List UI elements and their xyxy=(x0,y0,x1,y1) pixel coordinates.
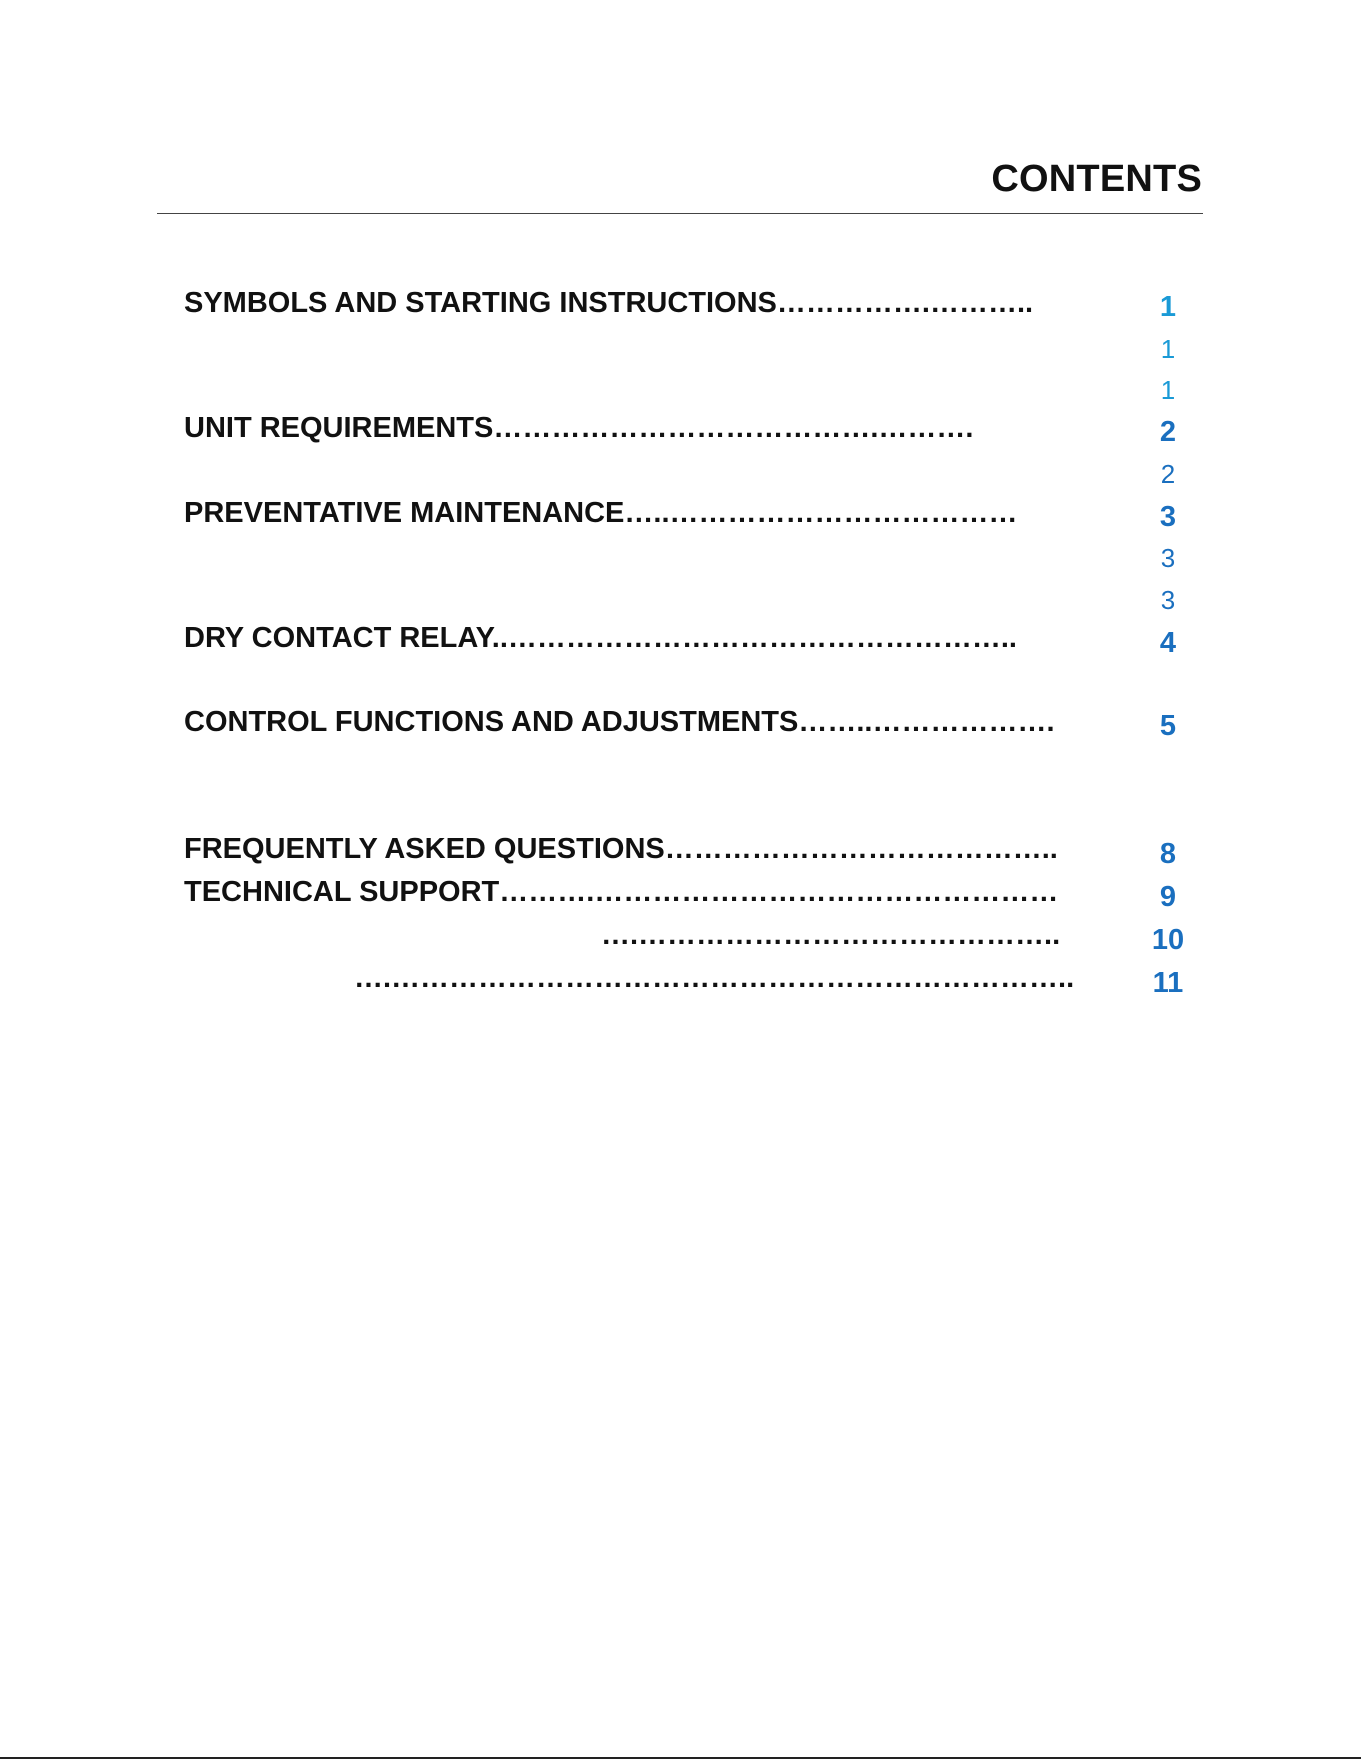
toc-subpage[interactable]: 2 xyxy=(1160,459,1176,489)
toc-subpage[interactable]: 3 xyxy=(1160,543,1176,573)
page-bottom-border xyxy=(0,1757,1361,1759)
toc-entry-dry-contact-relay[interactable]: DRY CONTACT RELAY..…………………………………………….. xyxy=(184,622,1017,654)
toc-entry-unlabeled-10[interactable]: ….…………………………………….. xyxy=(601,919,1061,951)
page-title: CONTENTS xyxy=(991,158,1202,200)
toc-page-control-functions[interactable]: 5 xyxy=(1159,710,1177,742)
toc-page-preventative-maintenance[interactable]: 3 xyxy=(1159,501,1177,533)
toc-entry-preventative-maintenance[interactable]: PREVENTATIVE MAINTENANCE…..……………………………… xyxy=(184,497,1018,529)
toc-page-unit-requirements[interactable]: 2 xyxy=(1159,416,1177,448)
toc-page-symbols[interactable]: 1 xyxy=(1159,291,1177,323)
toc-page-11[interactable]: 11 xyxy=(1152,967,1184,999)
title-divider xyxy=(157,213,1203,214)
toc-subpage[interactable]: 1 xyxy=(1160,334,1176,364)
toc-entry-unlabeled-11[interactable]: ….…………………………………………………………….. xyxy=(354,962,1075,994)
toc-entry-faq[interactable]: FREQUENTLY ASKED QUESTIONS………………………………….. xyxy=(184,833,1058,865)
toc-page-10[interactable]: 10 xyxy=(1151,924,1185,956)
toc-entry-symbols[interactable]: SYMBOLS AND STARTING INSTRUCTIONS…………….……….. xyxy=(184,287,1034,319)
toc-entry-control-functions[interactable]: CONTROL FUNCTIONS AND ADJUSTMENTS……..………………. xyxy=(184,706,1055,738)
toc-page-faq[interactable]: 8 xyxy=(1159,838,1177,870)
toc-page-technical-support[interactable]: 9 xyxy=(1159,881,1177,913)
toc-subpage[interactable]: 3 xyxy=(1160,585,1176,615)
toc-page-dry-contact-relay[interactable]: 4 xyxy=(1159,627,1177,659)
toc-entry-technical-support[interactable]: TECHNICAL SUPPORT……….………………………………………… xyxy=(184,876,1059,908)
toc-subpage[interactable]: 1 xyxy=(1160,375,1176,405)
toc-entry-unit-requirements[interactable]: UNIT REQUIREMENTS………………………………….………. xyxy=(184,412,974,444)
